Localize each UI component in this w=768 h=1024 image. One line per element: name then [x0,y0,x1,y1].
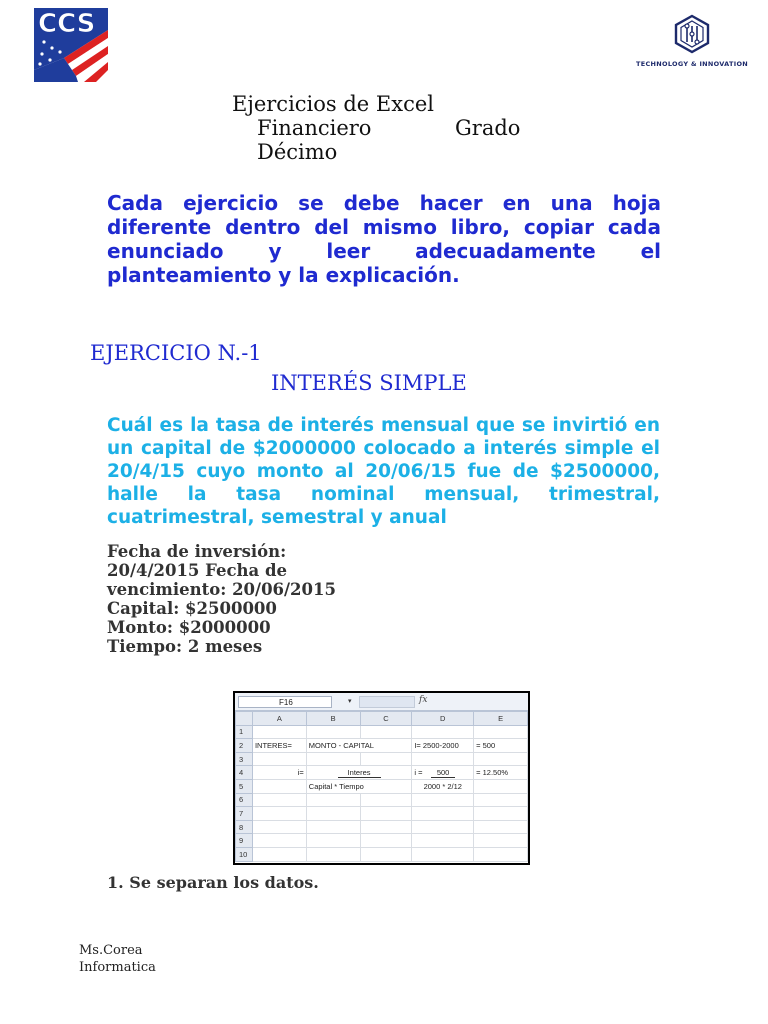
cell: I= 2500-2000 [412,739,474,753]
data-line: vencimiento: 20/06/2015 [107,580,336,599]
cell: MONTO - CAPITAL [306,739,412,753]
cell: i = 500 [412,766,474,780]
table-row [236,725,528,739]
ccs-logo [34,8,108,82]
document-title-line2-left: Financiero [257,116,372,140]
step-caption: 1. Se separan los datos. [107,873,319,892]
data-line: Monto: $2000000 [107,618,271,637]
corner-cell [236,712,253,726]
row-number: 5 [236,779,253,793]
cell: = 12.50% [474,766,528,780]
data-line: Tiempo: 2 meses [107,637,263,656]
footer-author: Ms.Corea [79,943,143,958]
fraction-numerator: Interes [338,768,381,778]
table-row: 6 [236,793,528,807]
cell: i= [252,766,306,780]
intro-paragraph: Cada ejercicio se debe hacer en una hoja diferente dentro del mismo libro, copiar cada enunciado y leer adecuadamente el planteamiento y la explicación. [107,191,661,287]
table-row: 9 [236,834,528,848]
column-header: B [306,712,360,726]
table-row [236,752,528,766]
column-header: D [412,712,474,726]
row-number: 1 [236,725,253,739]
fx-icon: fx [419,695,428,705]
data-line: Capital: $2500000 [107,599,277,618]
table-row [236,779,528,793]
table-row: 10 [236,847,528,861]
name-box [238,696,332,708]
exercise-subheading: INTERÉS SIMPLE [271,371,467,395]
table-row [236,766,528,780]
cell [306,766,412,780]
chevron-down-icon: ▾ [348,698,352,705]
column-header: E [474,712,528,726]
document-title-line3: Décimo [257,140,338,164]
fraction-numerator: 500 [431,768,456,778]
footer-subject: Informatica [79,960,156,975]
table-row: 7 [236,807,528,821]
column-header: C [360,712,412,726]
row-number: 3 [236,752,253,766]
table-row: 8 [236,820,528,834]
document-title-line1: Ejercicios de Excel [232,92,434,116]
cell: INTERES= [252,739,306,753]
formula-button-area [359,696,415,708]
table-row [236,739,528,753]
spreadsheet-grid [235,711,528,862]
ccs-flag-logo-icon [34,8,108,82]
row-number: 2 [236,739,253,753]
hexagon-circuit-icon [672,14,712,54]
column-header: A [252,712,306,726]
cell: 2000 * 2/12 [412,779,474,793]
exercise-heading: EJERCICIO N.-1 [90,341,262,365]
svg-text:CCS: CCS [38,9,96,39]
column-header-row [236,712,528,726]
cell: Capital * Tiempo [306,779,412,793]
technology-innovation-logo [634,14,750,70]
cell-reference: F16 [279,698,293,707]
data-line: Fecha de inversión: [107,542,287,561]
cell: = 500 [474,739,528,753]
data-line: 20/4/2015 Fecha de [107,561,287,580]
formula-bar [235,693,528,711]
problem-statement: Cuál es la tasa de interés mensual que se invirtió en un capital de $2000000 colocado a interés simple el 20/4/15 cuyo monto al 20/06/15 fue de $2500000, halle la tasa nominal mensual, trimestral, cuatrimestral, semestral y anual [107,415,660,528]
document-title-line2-right: Grado [455,116,521,140]
logo-tagline: TECHNOLOGY & INNOVATION [635,60,749,68]
spreadsheet-image [233,691,530,865]
row-number: 4 [236,766,253,780]
